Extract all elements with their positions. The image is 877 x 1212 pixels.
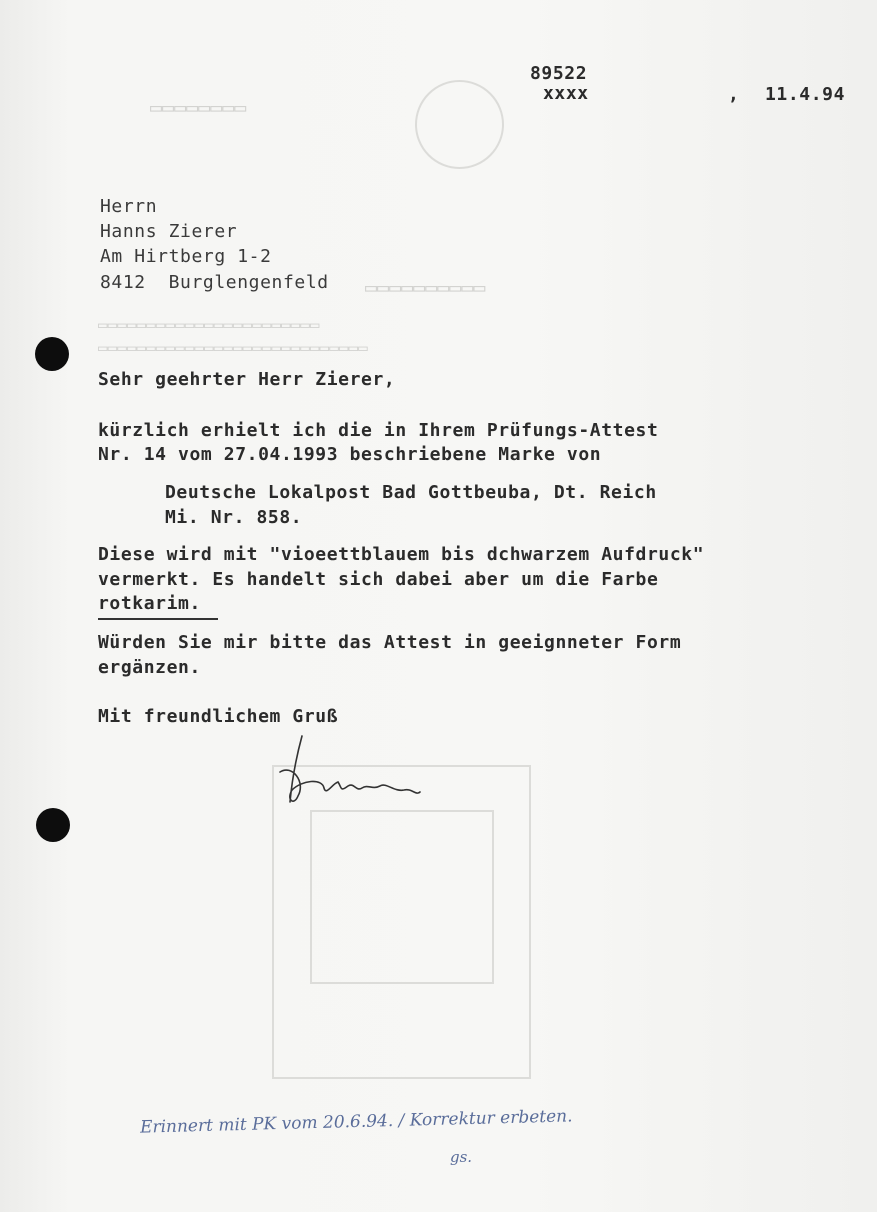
punch-hole [35,337,69,371]
date-comma: , [728,84,740,105]
handwritten-reminder-note: Erinnert mit PK vom 20.6.94. / Korrektur erbeten. [139,1106,573,1138]
showthrough-line: ▭▭▭▭▭▭▭▭▭▭▭▭▭▭▭▭▭▭▭▭▭▭▭ [98,315,320,334]
punch-hole [36,808,70,842]
body-line: ergänzen. [98,657,201,678]
showthrough-seal [415,80,504,169]
recipient-city: 8412 Burglengenfeld [100,272,329,293]
recipient-name: Hanns Zierer [100,221,238,242]
letter-salutation: Sehr geehrter Herr Zierer, [98,369,396,390]
stamp-catalog-number: Mi. Nr. 858. [165,507,303,528]
recipient-street: Am Hirtberg 1-2 [100,246,272,267]
closing: Mit freundlichem Gruß [98,706,339,727]
body-line: Diese wird mit "vioeettblauem bis dchwarzem Aufdruck" [98,544,705,565]
body-line: Nr. 14 vom 27.04.1993 beschriebene Marke von [98,444,602,465]
color-term-underline [98,618,218,620]
showthrough-letterhead: ▭▭▭▭▭▭▭▭ [150,95,247,119]
stamp-description: Deutsche Lokalpost Bad Gottbeuba, Dt. Reich [165,482,657,503]
sender-city: xxxx [543,83,589,104]
sender-postcode: 89522 [530,63,588,84]
letter-date: 11.4.94 [765,84,846,105]
signature [262,730,422,820]
recipient-salutation: Herrn [100,196,158,217]
body-line: Würden Sie mir bitte das Attest in geeignneter Form [98,632,682,653]
handwritten-initials: gs. [450,1148,473,1166]
showthrough-line: ▭▭▭▭▭▭▭▭▭▭▭▭▭▭▭▭▭▭▭▭▭▭▭▭▭▭▭▭ [98,338,368,357]
body-line: vermerkt. Es handelt sich dabei aber um die Farbe [98,569,659,590]
showthrough-stamp-inner [310,810,494,984]
color-term: rotkarim. [98,593,201,614]
showthrough-title: ▭▭▭▭▭▭▭▭▭▭ [365,275,486,299]
body-line: kürzlich erhielt ich die in Ihrem Prüfungs-Attest [98,420,659,441]
